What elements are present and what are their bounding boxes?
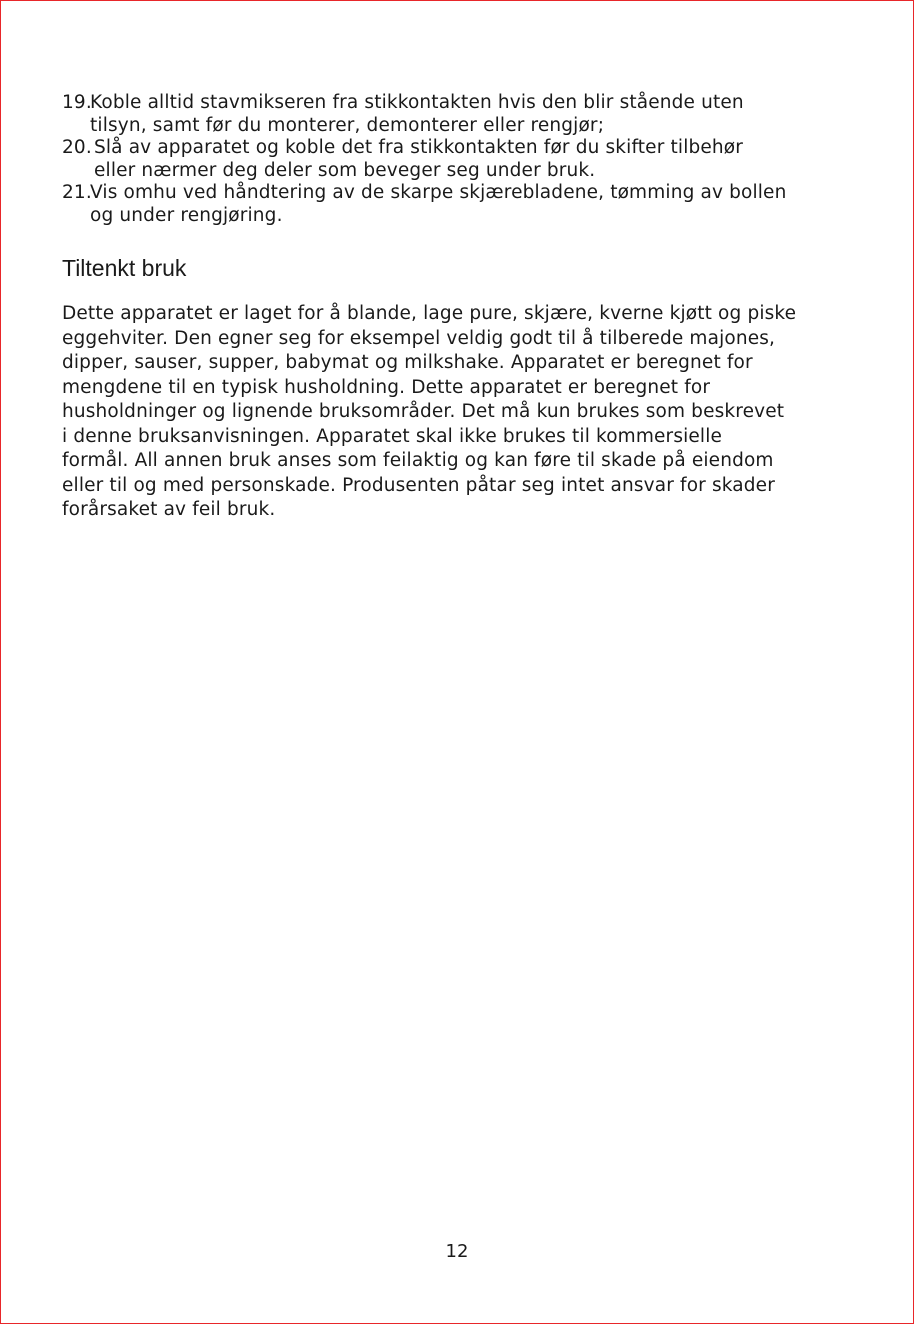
list-text xyxy=(94,137,842,182)
paragraph-line: i denne bruksanvisningen. Apparatet skal ikke brukes til kommersielle xyxy=(62,425,723,447)
paragraph-line: formål. All annen bruk anses som feilaktig og kan føre til skade på eiendom xyxy=(62,450,774,471)
list-number: 19. xyxy=(62,92,92,113)
list-text-line: tilsyn, samt før du monterer, demonterer eller rengjør; xyxy=(90,114,605,136)
list-number: 20. xyxy=(62,137,92,158)
paragraph-line: Dette apparatet er laget for å blande, lage pure, skjære, kverne kjøtt og piske xyxy=(62,303,797,324)
list-text-line: Vis omhu ved håndtering av de skarpe skjærebladene, tømming av bollen xyxy=(90,182,787,203)
section-heading: Tiltenkt bruk xyxy=(62,255,187,281)
list-number: 21. xyxy=(62,182,92,203)
section-paragraph xyxy=(62,302,842,523)
paragraph-line: forårsaket av feil bruk. xyxy=(62,499,276,520)
paragraph-line: mengdene til en typisk husholdning. Dette apparatet er beregnet for xyxy=(62,376,711,398)
list-item-20 xyxy=(62,137,842,182)
paragraph-line: husholdninger og lignende bruksområder. Det må kun brukes som beskrevet xyxy=(62,401,785,422)
list-text-line: og under rengjøring. xyxy=(90,204,283,226)
list-text xyxy=(90,182,842,227)
page-number: 12 xyxy=(445,1241,469,1262)
list-text-line: eller nærmer deg deler som beveger seg under bruk. xyxy=(94,159,596,181)
list-item-21 xyxy=(62,182,842,227)
document-content xyxy=(62,92,842,523)
list-item-19 xyxy=(62,92,842,137)
paragraph-line: eggehviter. Den egner seg for eksempel veldig godt til å tilberede majones, xyxy=(62,327,776,349)
list-text-line: Slå av apparatet og koble det fra stikkontakten før du skifter tilbehør xyxy=(94,137,744,158)
paragraph-line: eller til og med personskade. Produsenten påtar seg intet ansvar for skader xyxy=(62,474,775,496)
list-text-line: Koble alltid stavmikseren fra stikkontakten hvis den blir stående uten xyxy=(90,92,744,113)
paragraph-line: dipper, sauser, supper, babymat og milkshake. Apparatet er beregnet for xyxy=(62,352,753,373)
list-text xyxy=(90,92,842,137)
